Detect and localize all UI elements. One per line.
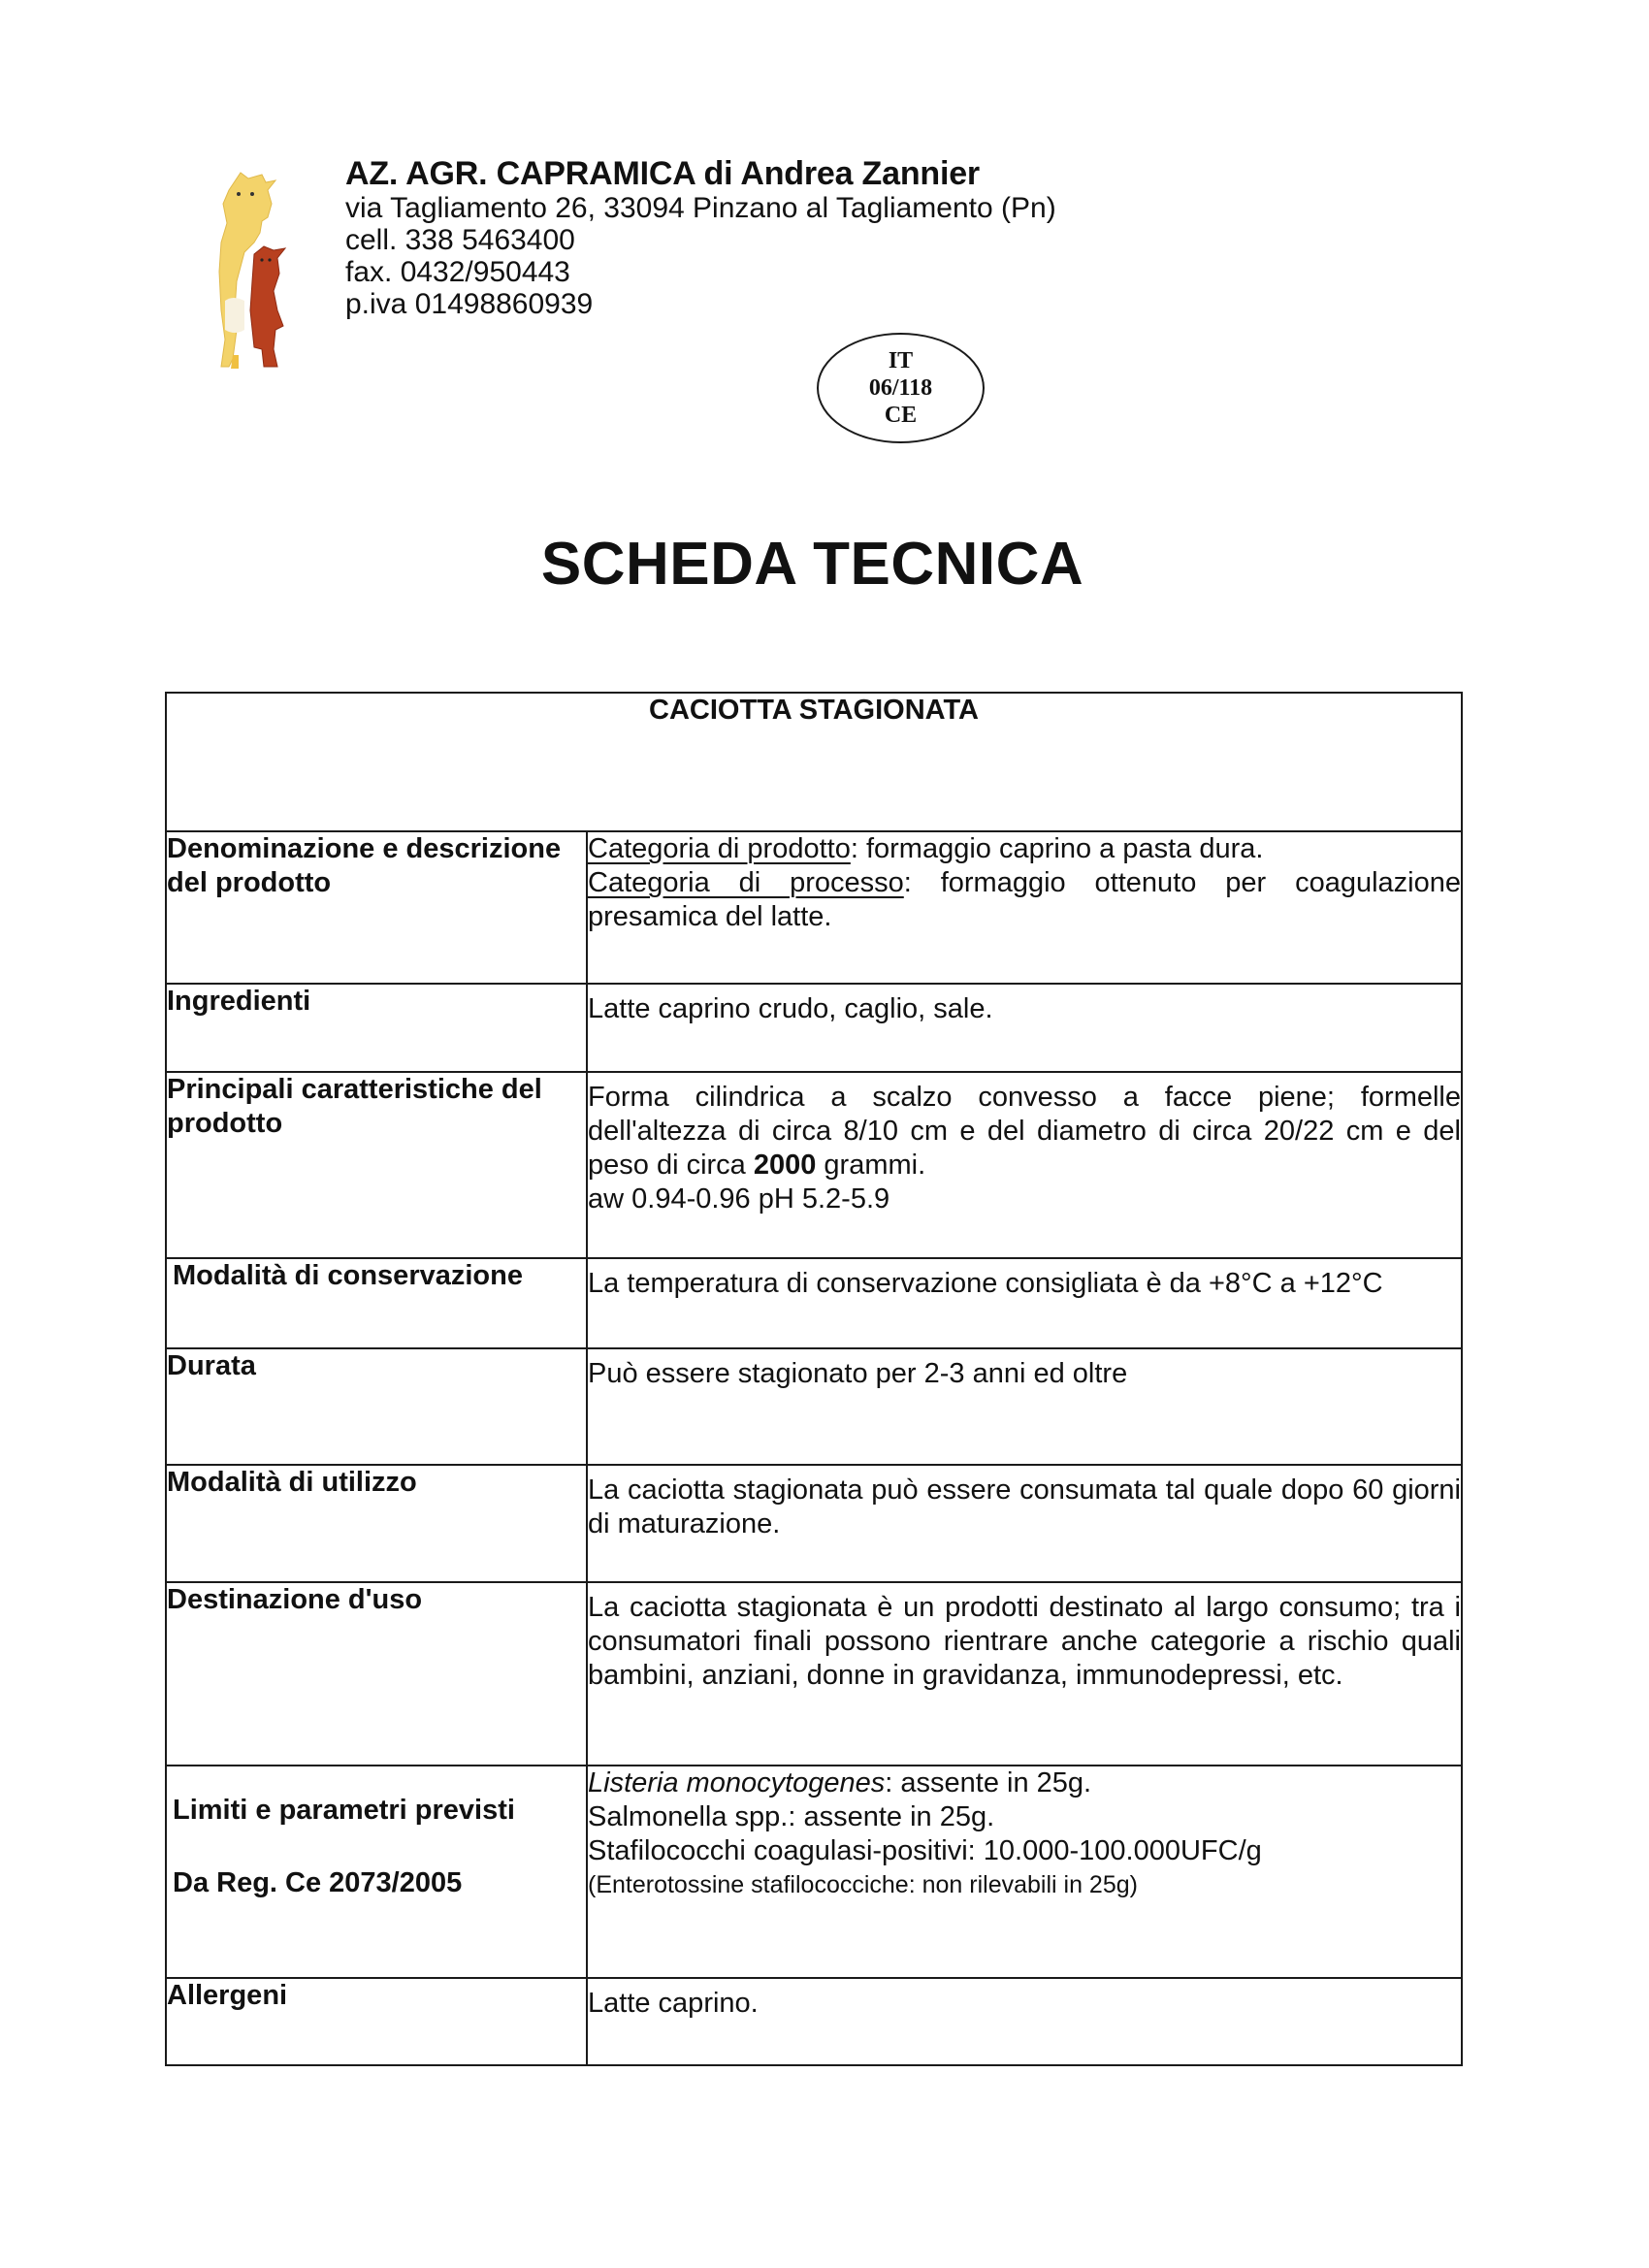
stamp-number: 06/118 [868, 375, 933, 401]
company-address: via Tagliamento 26, 33094 Pinzano al Tagliamento (Pn) [345, 192, 1056, 224]
listeria-name: Listeria monocytogenes [588, 1767, 886, 1798]
row-value-denominazione [587, 831, 1462, 984]
row-value-allergeni: Latte caprino. [587, 1978, 1462, 2065]
category-process-text: : formaggio ottenuto per coagulazione presamica del latte. [588, 867, 1461, 932]
health-mark-stamp [817, 333, 985, 443]
row-value-durata: Può essere stagionato per 2-3 anni ed oltre [587, 1348, 1462, 1465]
characteristics-params: aw 0.94-0.96 pH 5.2-5.9 [588, 1183, 890, 1215]
goat-mascot-logo [215, 165, 295, 371]
table-row [166, 984, 1462, 1072]
document-title: SCHEDA TECNICA [540, 531, 1084, 598]
stamp-ce: CE [884, 403, 918, 428]
row-label-allergeni: Allergeni [166, 1978, 587, 2065]
stafilococchi-limit: Stafilococchi coagulasi-positivi: 10.000-100.000UFC/g [588, 1835, 1262, 1866]
table-row [166, 1766, 1462, 1978]
company-fax: fax. 0432/950443 [345, 256, 570, 288]
category-product-text: : formaggio caprino a pasta dura. [850, 833, 1264, 864]
row-label-limiti [166, 1766, 587, 1978]
stamp-country: IT [888, 348, 914, 373]
row-value-limiti [587, 1766, 1462, 1978]
characteristics-weight: 2000 [753, 1150, 817, 1181]
company-piva: p.iva 01498860939 [345, 288, 594, 320]
row-value-destinazione: La caciotta stagionata è un prodotti destinato al largo consumo; tra i consumatori finali possono rientrare anche categorie a rischio quali bambini, anziani, donne in gravidanza, immunodepressi, etc. [587, 1582, 1462, 1766]
category-product-label: Categoria di prodotto [588, 833, 851, 864]
row-label-durata: Durata [166, 1348, 587, 1465]
table-row [166, 1072, 1462, 1258]
enterotossine-limit: (Enterotossine stafilococciche: non rilevabili in 25g) [588, 1871, 1138, 1898]
row-value-ingredienti: Latte caprino crudo, caglio, sale. [587, 984, 1462, 1072]
row-value-utilizzo: La caciotta stagionata può essere consumata tal quale dopo 60 giorni di maturazione. [587, 1465, 1462, 1582]
row-value-caratteristiche [587, 1072, 1462, 1258]
row-label-utilizzo: Modalità di utilizzo [166, 1465, 587, 1582]
row-label-caratteristiche: Principali caratteristiche del prodotto [166, 1072, 587, 1258]
company-cell: cell. 338 5463400 [345, 224, 575, 256]
table-row [166, 1465, 1462, 1582]
table-row [166, 831, 1462, 984]
goat-logo-icon [215, 165, 295, 371]
company-info [345, 155, 1056, 320]
row-label-denominazione: Denominazione e descrizione del prodotto [166, 831, 587, 984]
limits-label: Limiti e parametri previsti [173, 1795, 515, 1826]
listeria-limit: : assente in 25g. [885, 1767, 1092, 1798]
row-label-ingredienti: Ingredienti [166, 984, 587, 1072]
row-value-conservazione: La temperatura di conservazione consigliata è da +8°C a +12°C [587, 1258, 1462, 1348]
limits-regulation: Da Reg. Ce 2073/2005 [173, 1867, 463, 1898]
table-row [166, 1348, 1462, 1465]
characteristics-text-end: grammi. [816, 1150, 926, 1181]
table-row [166, 1978, 1462, 2065]
row-label-destinazione: Destinazione d'uso [166, 1582, 587, 1766]
product-name: CACIOTTA STAGIONATA [166, 693, 1462, 831]
product-sheet-table [165, 692, 1463, 2066]
category-process-label: Categoria di processo [588, 867, 904, 898]
salmonella-limit: Salmonella spp.: assente in 25g. [588, 1801, 995, 1832]
table-row [166, 1582, 1462, 1766]
characteristics-text: Forma cilindrica a scalzo convesso a facce piene; formelle dell'altezza di circa 8/10 cm e del diametro di circa 20/22 cm e del peso di circa [588, 1082, 1461, 1181]
table-row [166, 1258, 1462, 1348]
product-header-row [166, 693, 1462, 831]
row-label-conservazione: Modalità di conservazione [166, 1258, 587, 1348]
company-name: AZ. AGR. CAPRAMICA di Andrea Zannier [345, 155, 980, 192]
